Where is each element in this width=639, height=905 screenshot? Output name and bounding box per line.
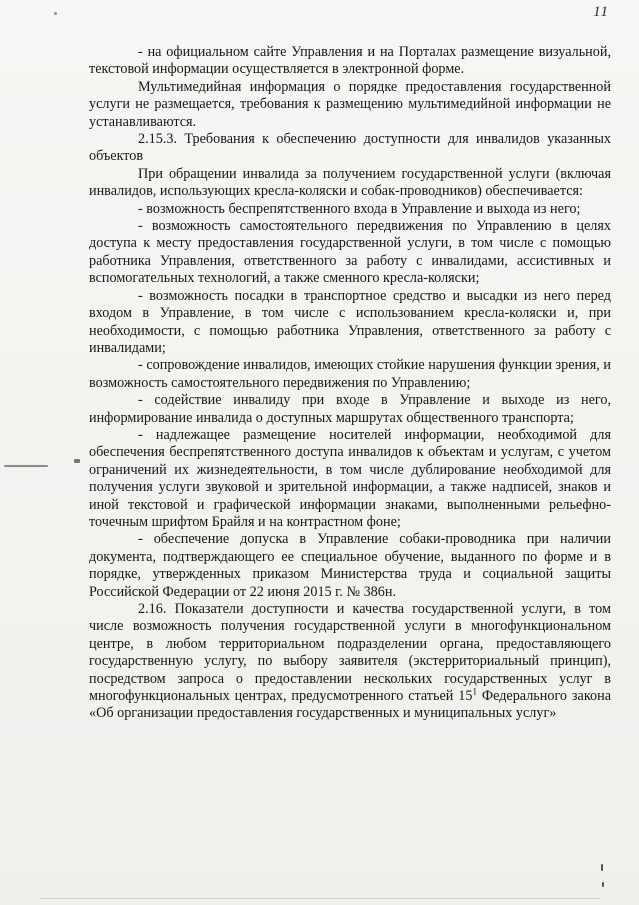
scan-mark-top xyxy=(54,12,57,15)
list-item-information-carriers: - надлежащее размещение носителей информации, необходимой для обеспечения беспрепятственного доступа инвалидов к объектам и услугам, с учетом ограничений их жизнедеятельности, в том числе дублирование необходимой для получения услуги звуковой и зрительной информации, а также надписей, знаков и иной текстовой и графической информации знаками, выполненными рельефно-точечным шрифтом Брайля и на контрастном фоне; xyxy=(89,426,611,530)
scan-mark-left-dot xyxy=(74,459,80,463)
section-2-16 xyxy=(89,601,611,723)
list-item-entrance-exit: - возможность беспрепятственного входа в Управление и выхода из него; xyxy=(138,200,581,217)
paragraph-disabled-access-intro: При обращении инвалида за получением государственной услуги (включая инвалидов, использующих кресла-коляски и собак-проводников) обеспечивается: xyxy=(89,165,611,200)
section-2-16-superscript: 1 xyxy=(472,686,477,697)
scan-edge-bottom xyxy=(40,898,600,899)
section-heading-2-15-3: 2.15.3. Требования к обеспечению доступности для инвалидов указанных объектов xyxy=(89,131,611,165)
scan-mark-left xyxy=(4,465,48,467)
document-body xyxy=(89,44,611,723)
paragraph-multimedia-info: Мультимедийная информация о порядке предоставления государственной услуги не размещается, требования к размещению мультимедийной информации не устанавливаются. xyxy=(89,78,611,130)
scan-mark-right-2 xyxy=(602,882,604,887)
list-item-guide-dog: - обеспечение допуска в Управление собаки-проводника при наличии документа, подтверждающего ее специальное обучение, выданного по форме и в порядке, утвержденных приказом Министерства труда и социальной защиты Российской Федерации от 22 июня 2015 г. № 386н. xyxy=(89,531,611,600)
section-2-16-tail: Федерального закона «Об организации предоставления государственных и муниципальных услуг» xyxy=(89,688,611,722)
page-number: 11 xyxy=(593,4,609,20)
paragraph-website-info: - на официальном сайте Управления и на Порталах размещение визуальной, текстовой информации осуществляется в электронной форме. xyxy=(89,44,611,78)
list-item-movement: - возможность самостоятельного передвижения по Управлению в целях доступа к месту предоставления государственной услуги, в том числе с помощью работника Управления, ответственного за работу с инвалидами, ассистивных и вспомогательных технологий, а также сменного кресла-коляски; xyxy=(89,218,611,287)
list-item-transport-boarding: - возможность посадки в транспортное средство и высадки из него перед входом в Управление, в том числе с использованием кресла-коляски и, при необходимости, с помощью работника Управления, ответственного за работу с инвалидами; xyxy=(89,287,611,356)
list-item-vision-escort: - сопровождение инвалидов, имеющих стойкие нарушения функции зрения, и возможность самостоятельного передвижения по Управлению; xyxy=(89,357,611,391)
list-item-entry-assistance: - содействие инвалиду при входе в Управление и выходе из него, информирование инвалида о доступных маршрутах общественного транспорта; xyxy=(89,392,611,426)
scan-mark-right-1 xyxy=(601,864,603,871)
section-2-16-text: 2.16. Показатели доступности и качества государственной услуги, в том числе возможность получения государственной услуги в многофункциональном центре, в любом территориальном подразделении органа, предоставляющего государственную услугу, по выбору заявителя (экстерриториальный принцип), посредством запроса о предоставлении нескольких государственных услуг в многофункциональных центрах, предусмотренного статьей 15 xyxy=(89,601,611,705)
